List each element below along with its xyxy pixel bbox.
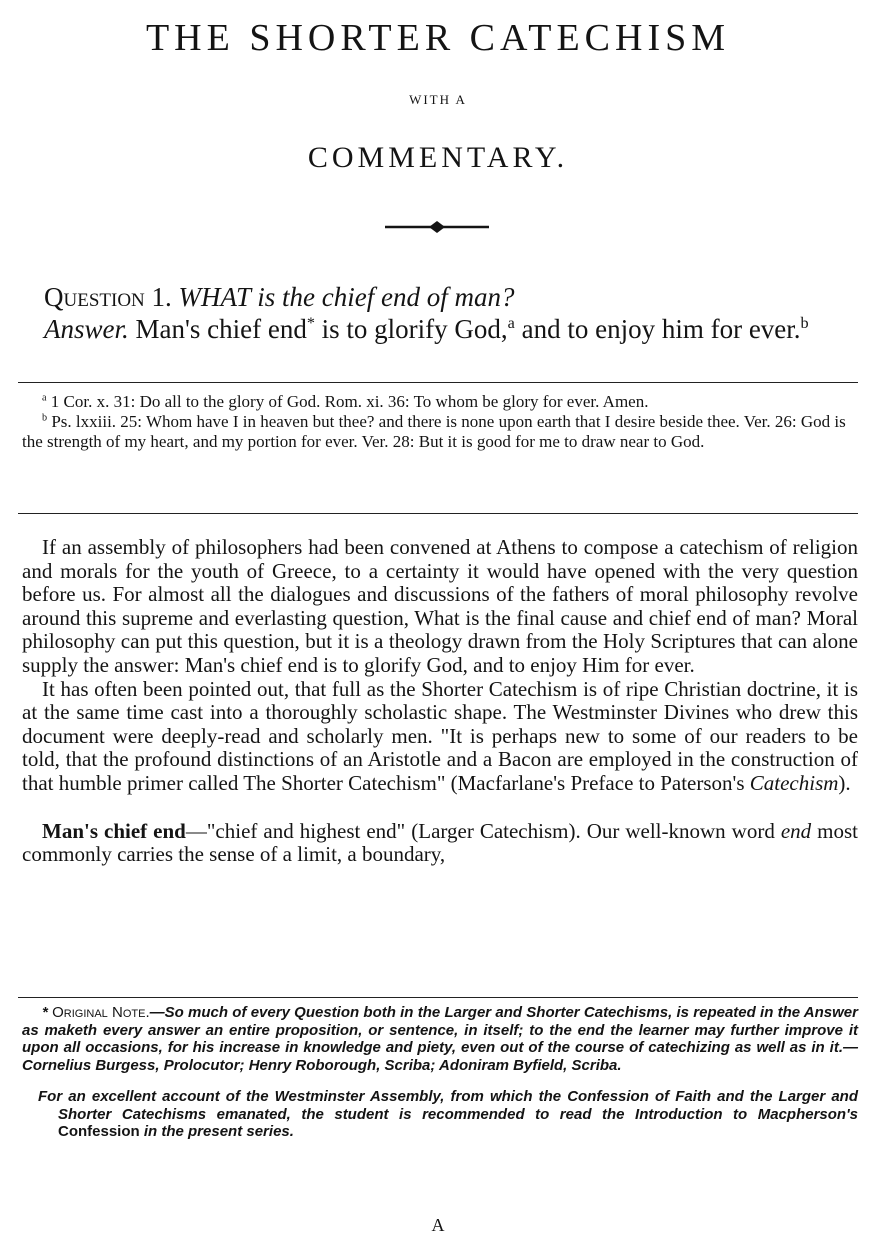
question-label: Question bbox=[44, 282, 145, 312]
question-heading bbox=[44, 281, 515, 313]
question-text: WHAT is the chief end of man? bbox=[178, 282, 515, 312]
original-note-paragraph: * Original Note.—So much of every Question both in the Larger and Shorter Catechisms, is repeated in the Answer as maketh every answer an entire proposition, or sentence, in itself; to the end the learner may further improve it upon all occasions, for his increase in knowledge and piety, even out of the course of catechizing as well as in it.—Cornelius Burgess, Prolocutor; Henry Roborough, Scriba; Adoniram Byfield, Scriba. bbox=[22, 1004, 858, 1074]
commentary-paragraph: If an assembly of philosophers had been convened at Athens to compose a catechism of religion and morals for the youth of Greece, to a certainty it would have opened with the very question before us. For almost all the dialogues and discussions of the fathers of moral philosophy revolve around this supreme and everlasting question, What is the final cause and chief end of man? Moral philosophy can put this question, but it is a theology drawn from the Holy Scriptures that can alone supply the answer: Man's chief end is to glorify God, and to enjoy Him for ever. bbox=[22, 535, 858, 677]
book-title: THE SHORTER CATECHISM bbox=[145, 17, 731, 59]
asterisk-mark: * bbox=[306, 314, 315, 332]
answer bbox=[44, 313, 857, 345]
commentary bbox=[22, 536, 858, 867]
book-subtitle: COMMENTARY. bbox=[307, 141, 569, 174]
signature-mark: A bbox=[431, 1215, 445, 1235]
proof-text: $^b$ Ps. lxxiii. 25: Whom have I in heaven but thee? and there is none upon earth that I desire beside thee. Ver. 26: God is the strength of my heart, and my portion for ever. Ver. 28: But it is good for me to draw near to God. bbox=[22, 412, 846, 451]
footnote-mark-a: a bbox=[507, 314, 515, 332]
series-note-paragraph: For an excellent account of the Westminster Assembly, from which the Confession of Faith and the Larger and Shorter Catechisms emanated, the student is recommended to read the Introduction to Macpherson's Confession in the present series. bbox=[38, 1088, 858, 1140]
divider bbox=[18, 382, 858, 383]
answer-part-1: Man's chief end bbox=[135, 314, 307, 344]
divider bbox=[18, 513, 858, 514]
answer-label: Answer. bbox=[44, 314, 129, 344]
answer-part-3: and to enjoy him for ever. bbox=[521, 314, 801, 344]
footnote-mark-b: b bbox=[800, 314, 809, 332]
proof-texts bbox=[22, 392, 856, 452]
diamond-rule-ornament bbox=[385, 220, 489, 234]
question-number: 1. bbox=[151, 282, 172, 312]
title-connector: WITH A bbox=[409, 92, 467, 107]
commentary-paragraph: Man's chief end—"chief and highest end" (Larger Catechism). Our well-known word end most commonly carries the sense of a limit, a boundary, bbox=[22, 818, 859, 867]
commentary-paragraph: It has often been pointed out, that full as the Shorter Catechism is of ripe Christian doctrine, it is at the same time cast into a thoroughly scholastic shape. The Westminster Divines who drew this document were deeply-read and scholarly men. "It is perhaps new to some of our readers to be told, that the profound distinctions of an Aristotle and a Bacon are employed in the construction of that humble primer called The Shorter Catechism" (Macfarlane's Preface to Paterson's Catechism). bbox=[22, 676, 858, 795]
answer-part-2: is to glorify God, bbox=[321, 314, 508, 344]
original-note bbox=[22, 1004, 858, 1141]
divider bbox=[18, 997, 858, 998]
proof-text: $^a$ 1 Cor. x. 31: Do all to the glory of God. Rom. xi. 36: To whom be glory for ever. Amen. bbox=[42, 392, 649, 411]
